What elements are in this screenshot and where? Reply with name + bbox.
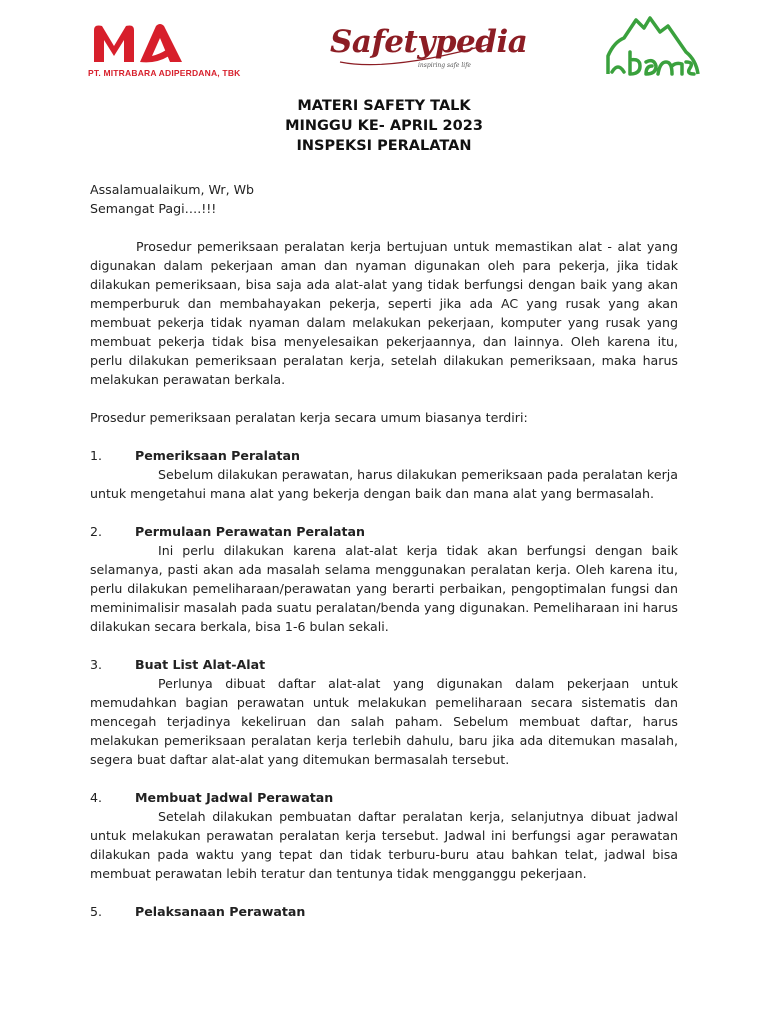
list-item: [90, 902, 678, 921]
list-item: [90, 655, 678, 769]
title-line-2: MINGGU KE- APRIL 2023: [285, 118, 483, 134]
item-body: Sebelum dilakukan perawatan, harus dilakukan pemeriksaan pada peralatan kerja untuk mengetahui mana alat yang bekerja dengan baik dan mana alat yang bermasalah.: [90, 467, 678, 501]
item-body: Setelah dilakukan pembuatan daftar peralatan kerja, selanjutnya dibuat jadwal untuk melakukan perawatan peralatan kerja tersebut. Jadwal ini berfungsi agar perawatan dilakukan pada waktu yang tepat dan tidak terburu-buru atau bahkan telat, jadwal bisa membuat perawatan lebih teratur dan tentunya tidak mengganggu pekerjaan.: [90, 809, 678, 881]
document-body: [90, 180, 678, 921]
mitrabara-logo: [88, 20, 241, 80]
list-item: [90, 788, 678, 883]
company-name: PT. MITRABARA ADIPERDANA, TBK: [88, 68, 241, 78]
item-title: Buat List Alat-Alat: [135, 657, 266, 672]
intro-paragraph: Prosedur pemeriksaan peralatan kerja bertujuan untuk memastikan alat - alat yang digunakan dalam pekerjaan aman dan nyaman digunakan oleh para pekerja, jika tidak dilakukan pemeriksaan, bisa saja ada alat-alat yang tidak berfungsi dengan baik yang akan memperburuk dan membahayakan pekerja, seperti jika ada AC yang rusak yang akan membuat pekerja tidak nyaman dalam melakukan pekerjaan, komputer yang rusak yang membuat pekerja tidak bisa menyelesaikan pekerjaannya, dan lainnya. Oleh karena itu, perlu dilakukan pemeriksaan peralatan kerja, setelah dilakukan pemeriksaan, maka harus melakukan perawatan berkala.: [90, 239, 678, 387]
item-body: Ini perlu dilakukan karena alat-alat kerja tidak akan berfungsi dengan baik selamanya, pasti akan ada masalah selama menggunakan peralatan kerja. Oleh karena itu, perlu dilakukan pemeliharaan/perawatan yang berarti perbaikan, pengoptimalan fungsi dan meminimalisir masalah pada suatu peralatan/benda yang digunakan. Pemeliharaan ini harus dilakukan secara berkala, bisa 1-6 bulan sekali.: [90, 543, 678, 634]
item-title: Membuat Jadwal Perawatan: [135, 790, 334, 805]
ma-logo-icon: [90, 20, 186, 66]
safetypedia-brand: Safetypedia: [330, 24, 528, 60]
document-header: [0, 0, 768, 90]
item-number: 4.: [90, 790, 103, 805]
item-title: Pemeriksaan Peralatan: [135, 448, 300, 463]
greeting-line-1: Assalamualaikum, Wr, Wb: [90, 182, 255, 197]
title-line-1: MATERI SAFETY TALK: [297, 98, 471, 114]
safetypedia-tagline: inspiring safe life: [418, 62, 471, 69]
bdm-logo: [602, 12, 702, 80]
title-line-3: INSPEKSI PERALATAN: [296, 138, 472, 154]
bdm-mountain-icon: [602, 12, 702, 80]
item-title: Permulaan Perawatan Peralatan: [135, 524, 365, 539]
item-body: Perlunya dibuat daftar alat-alat yang digunakan dalam pekerjaan untuk memudahkan bagian perawatan untuk melakukan pemeliharaan secara sistematis dan mencegah terjadinya kekeliruan dan salah paham. Sebelum membuat daftar, harus melakukan pemeriksaan peralatan kerja terlebih dahulu, baru jika ada ditemukan masalah, segera buat daftar alat-alat yang ditemukan bermasalah tersebut.: [90, 676, 678, 767]
item-number: 1.: [90, 448, 103, 463]
item-number: 3.: [90, 657, 103, 672]
greeting-line-2: Semangat Pagi….!!!: [90, 201, 217, 216]
safetypedia-logo: [330, 22, 528, 72]
list-intro: Prosedur pemeriksaan peralatan kerja secara umum biasanya terdiri:: [90, 410, 528, 425]
list-item: [90, 446, 678, 503]
item-number: 5.: [90, 904, 103, 919]
item-number: 2.: [90, 524, 103, 539]
document-title: [0, 96, 768, 156]
item-title: Pelaksanaan Perawatan: [135, 904, 306, 919]
list-item: [90, 522, 678, 636]
